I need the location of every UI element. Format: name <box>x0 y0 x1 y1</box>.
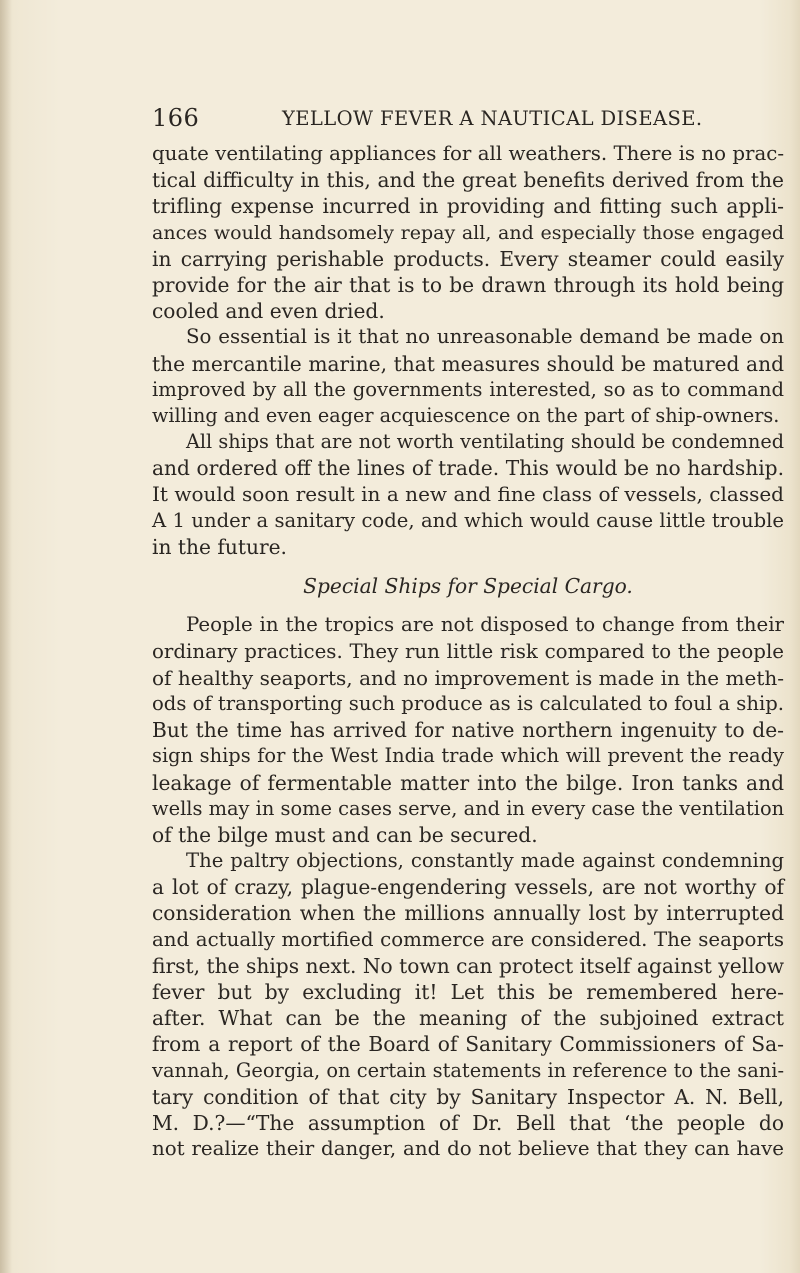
text-line: not realize their danger, and do not believe that they can have <box>152 1137 784 1161</box>
text-line: The paltry objections, constantly made against condemning <box>186 849 784 873</box>
running-head: YELLOW FEVER A NAUTICAL DISEASE. <box>282 107 703 130</box>
text-line: fever but by excluding it! Let this be remembered here- <box>152 980 784 1005</box>
text-line: tical difficulty in this, and the great benefits derived from the <box>152 168 784 193</box>
paragraph <box>152 141 784 324</box>
text-line: But the time has arrived for native northern ingenuity to de- <box>152 718 784 743</box>
text-line: wells may in some cases serve, and in every case the ventilation <box>152 796 785 820</box>
text-line: People in the tropics are not disposed to change from their <box>186 613 784 637</box>
body-text <box>152 141 784 1162</box>
text-line: cooled and even dried. <box>152 299 385 324</box>
paragraph <box>152 429 784 560</box>
text-line: from a report of the Board of Sanitary Commissioners of Sa- <box>152 1032 784 1057</box>
text-line: in the future. <box>152 534 287 559</box>
gutter-shadow <box>0 0 12 1273</box>
text-line: and ordered off the lines of trade. This would be no hardship. <box>152 456 784 481</box>
section-heading: Special Ships for Special Cargo. <box>303 574 633 598</box>
text-line: first, the ships next. No town can protect itself against yellow <box>152 953 784 978</box>
paragraph <box>152 848 784 1162</box>
text-line: M. D.?—“The assumption of Dr. Bell that ‘the people do <box>152 1110 784 1135</box>
page-header <box>152 104 782 136</box>
text-line: tary condition of that city by Sanitary Inspector A. N. Bell, <box>152 1084 784 1109</box>
text-line: A 1 under a sanitary code, and which would cause little trouble <box>152 508 784 532</box>
text-line: ances would handsomely repay all, and especially those engaged <box>152 221 784 244</box>
page-number: 166 <box>152 104 200 132</box>
paragraph <box>152 324 784 429</box>
text-line: after. What can be the meaning of the subjoined extract <box>152 1006 784 1031</box>
text-line: in carrying perishable products. Every steamer could easily <box>152 246 784 271</box>
text-line: ods of transporting such produce as is calculated to foul a ship. <box>152 691 784 715</box>
text-line: consideration when the millions annually lost by interrupted <box>152 901 784 926</box>
text-line: It would soon result in a new and fine class of vessels, classed <box>152 482 784 507</box>
text-line: All ships that are not worth ventilating should be condemned <box>186 430 784 454</box>
text-line: trifling expense incurred in providing and fitting such appli- <box>152 194 784 219</box>
text-line: the mercantile marine, that measures should be matured and <box>152 351 784 376</box>
text-line: of healthy seaports, and no improvement is made in the meth- <box>152 665 784 690</box>
text-line: vannah, Georgia, on certain statements in reference to the sani- <box>152 1058 784 1082</box>
text-line: ordinary practices. They run little risk compared to the people <box>152 639 784 663</box>
text-line: quate ventilating appliances for all weathers. There is no prac- <box>152 142 784 165</box>
text-line: provide for the air that is to be drawn through its hold being <box>152 272 784 297</box>
text-line: sign ships for the West India trade which will prevent the ready <box>152 744 784 768</box>
text-line: leakage of fermentable matter into the bilge. Iron tanks and <box>152 770 784 795</box>
text-line: and actually mortified commerce are considered. The seaports <box>152 927 784 951</box>
text-line: So essential is it that no unreasonable demand be made on <box>186 325 784 349</box>
text-line: improved by all the governments interested, so as to command <box>152 377 784 401</box>
paragraph <box>152 612 784 848</box>
text-line: of the bilge must and can be secured. <box>152 822 538 847</box>
text-line: willing and even eager acquiescence on the part of ship-owners. <box>152 403 780 427</box>
text-line: a lot of crazy, plague-engendering vessels, are not worthy of <box>152 875 784 900</box>
